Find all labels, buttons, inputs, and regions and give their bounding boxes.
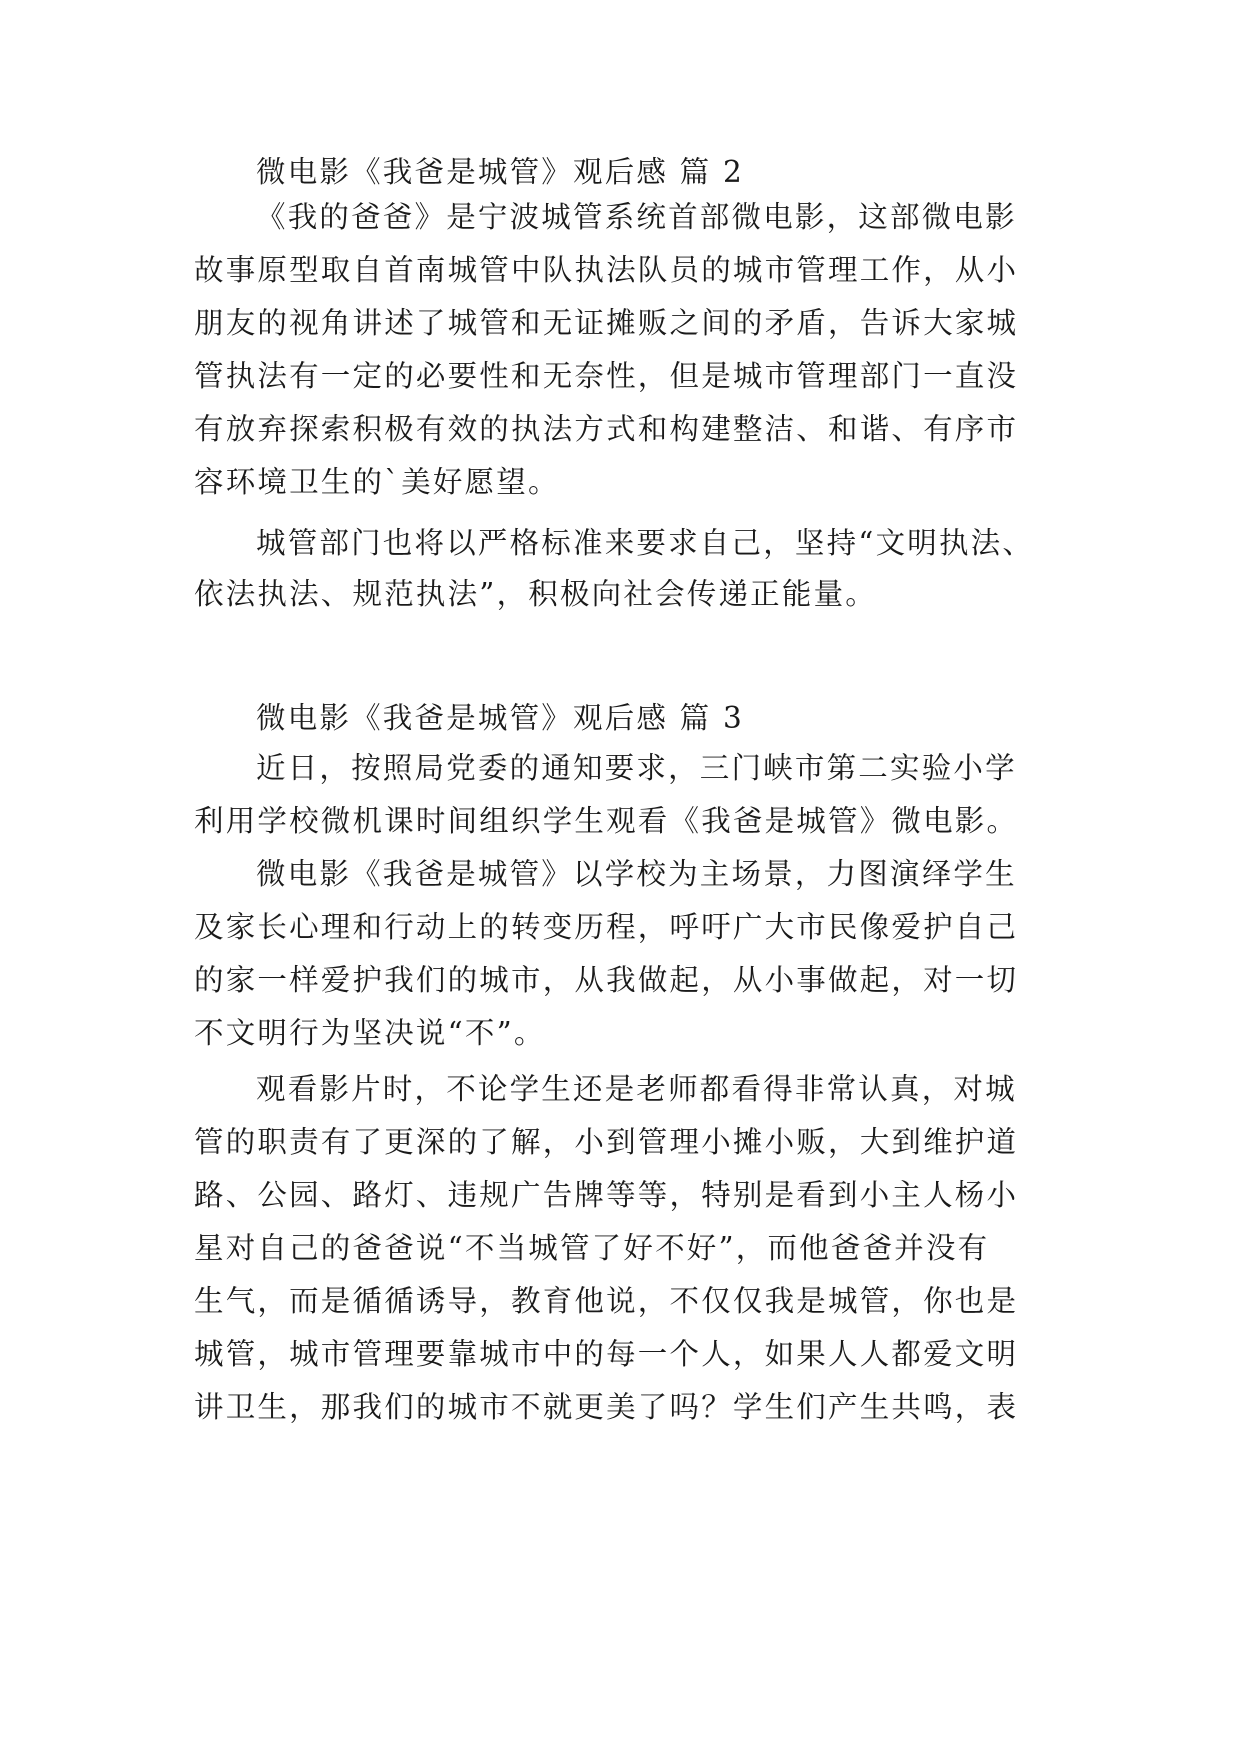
paragraph-line: 的家一样爱护我们的城市，从我做起，从小事做起，对一切 <box>194 963 1019 997</box>
paragraph-line: 星对自己的爸爸说“不当城管了好不好”，而他爸爸并没有 <box>194 1231 990 1265</box>
paragraph-line: 观看影片时，不论学生还是老师都看得非常认真，对城 <box>256 1072 1017 1106</box>
paragraph-line: 《我的爸爸》是宁波城管系统首部微电影，这部微电影 <box>256 200 1017 234</box>
paragraph-line: 城管，城市管理要靠城市中的每一个人，如果人人都爱文明 <box>194 1337 1019 1371</box>
paragraph-line: 路、公园、路灯、违规广告牌等等，特别是看到小主人杨小 <box>194 1178 1019 1212</box>
paragraph-line: 微电影《我爸是城管》以学校为主场景，力图演绎学生 <box>256 857 1017 891</box>
paragraph-line: 城管部门也将以严格标准来要求自己，坚持“文明执法、 <box>256 526 1035 560</box>
paragraph-line: 故事原型取自首南城管中队执法队员的城市管理工作，从小 <box>194 253 1019 287</box>
paragraph-line: 及家长心理和行动上的转变历程，呼吁广大市民像爱护自己 <box>194 910 1019 944</box>
paragraph-line: 利用学校微机课时间组织学生观看《我爸是城管》微电影。 <box>194 804 1019 838</box>
section-heading: 微电影《我爸是城管》观后感 篇 3 <box>256 701 744 735</box>
paragraph-line: 讲卫生，那我们的城市不就更美了吗？学生们产生共鸣，表 <box>194 1390 1019 1424</box>
paragraph-line: 不文明行为坚决说“不”。 <box>194 1016 546 1050</box>
paragraph-line: 依法执法、规范执法”，积极向社会传递正能量。 <box>194 577 877 611</box>
paragraph-line: 朋友的视角讲述了城管和无证摊贩之间的矛盾，告诉大家城 <box>194 306 1019 340</box>
paragraph-line: 有放弃探索积极有效的执法方式和构建整洁、和谐、有序市 <box>194 412 1019 446</box>
paragraph-line: 近日，按照局党委的通知要求，三门峡市第二实验小学 <box>256 751 1017 785</box>
paragraph-line: 容环境卫生的`美好愿望。 <box>194 465 560 499</box>
paragraph-line: 管执法有一定的必要性和无奈性，但是城市管理部门一直没 <box>194 359 1019 393</box>
section-heading: 微电影《我爸是城管》观后感 篇 2 <box>256 155 744 189</box>
paragraph-line: 生气，而是循循诱导，教育他说，不仅仅我是城管，你也是 <box>194 1284 1019 1318</box>
paragraph-line: 管的职责有了更深的了解，小到管理小摊小贩，大到维护道 <box>194 1125 1019 1159</box>
